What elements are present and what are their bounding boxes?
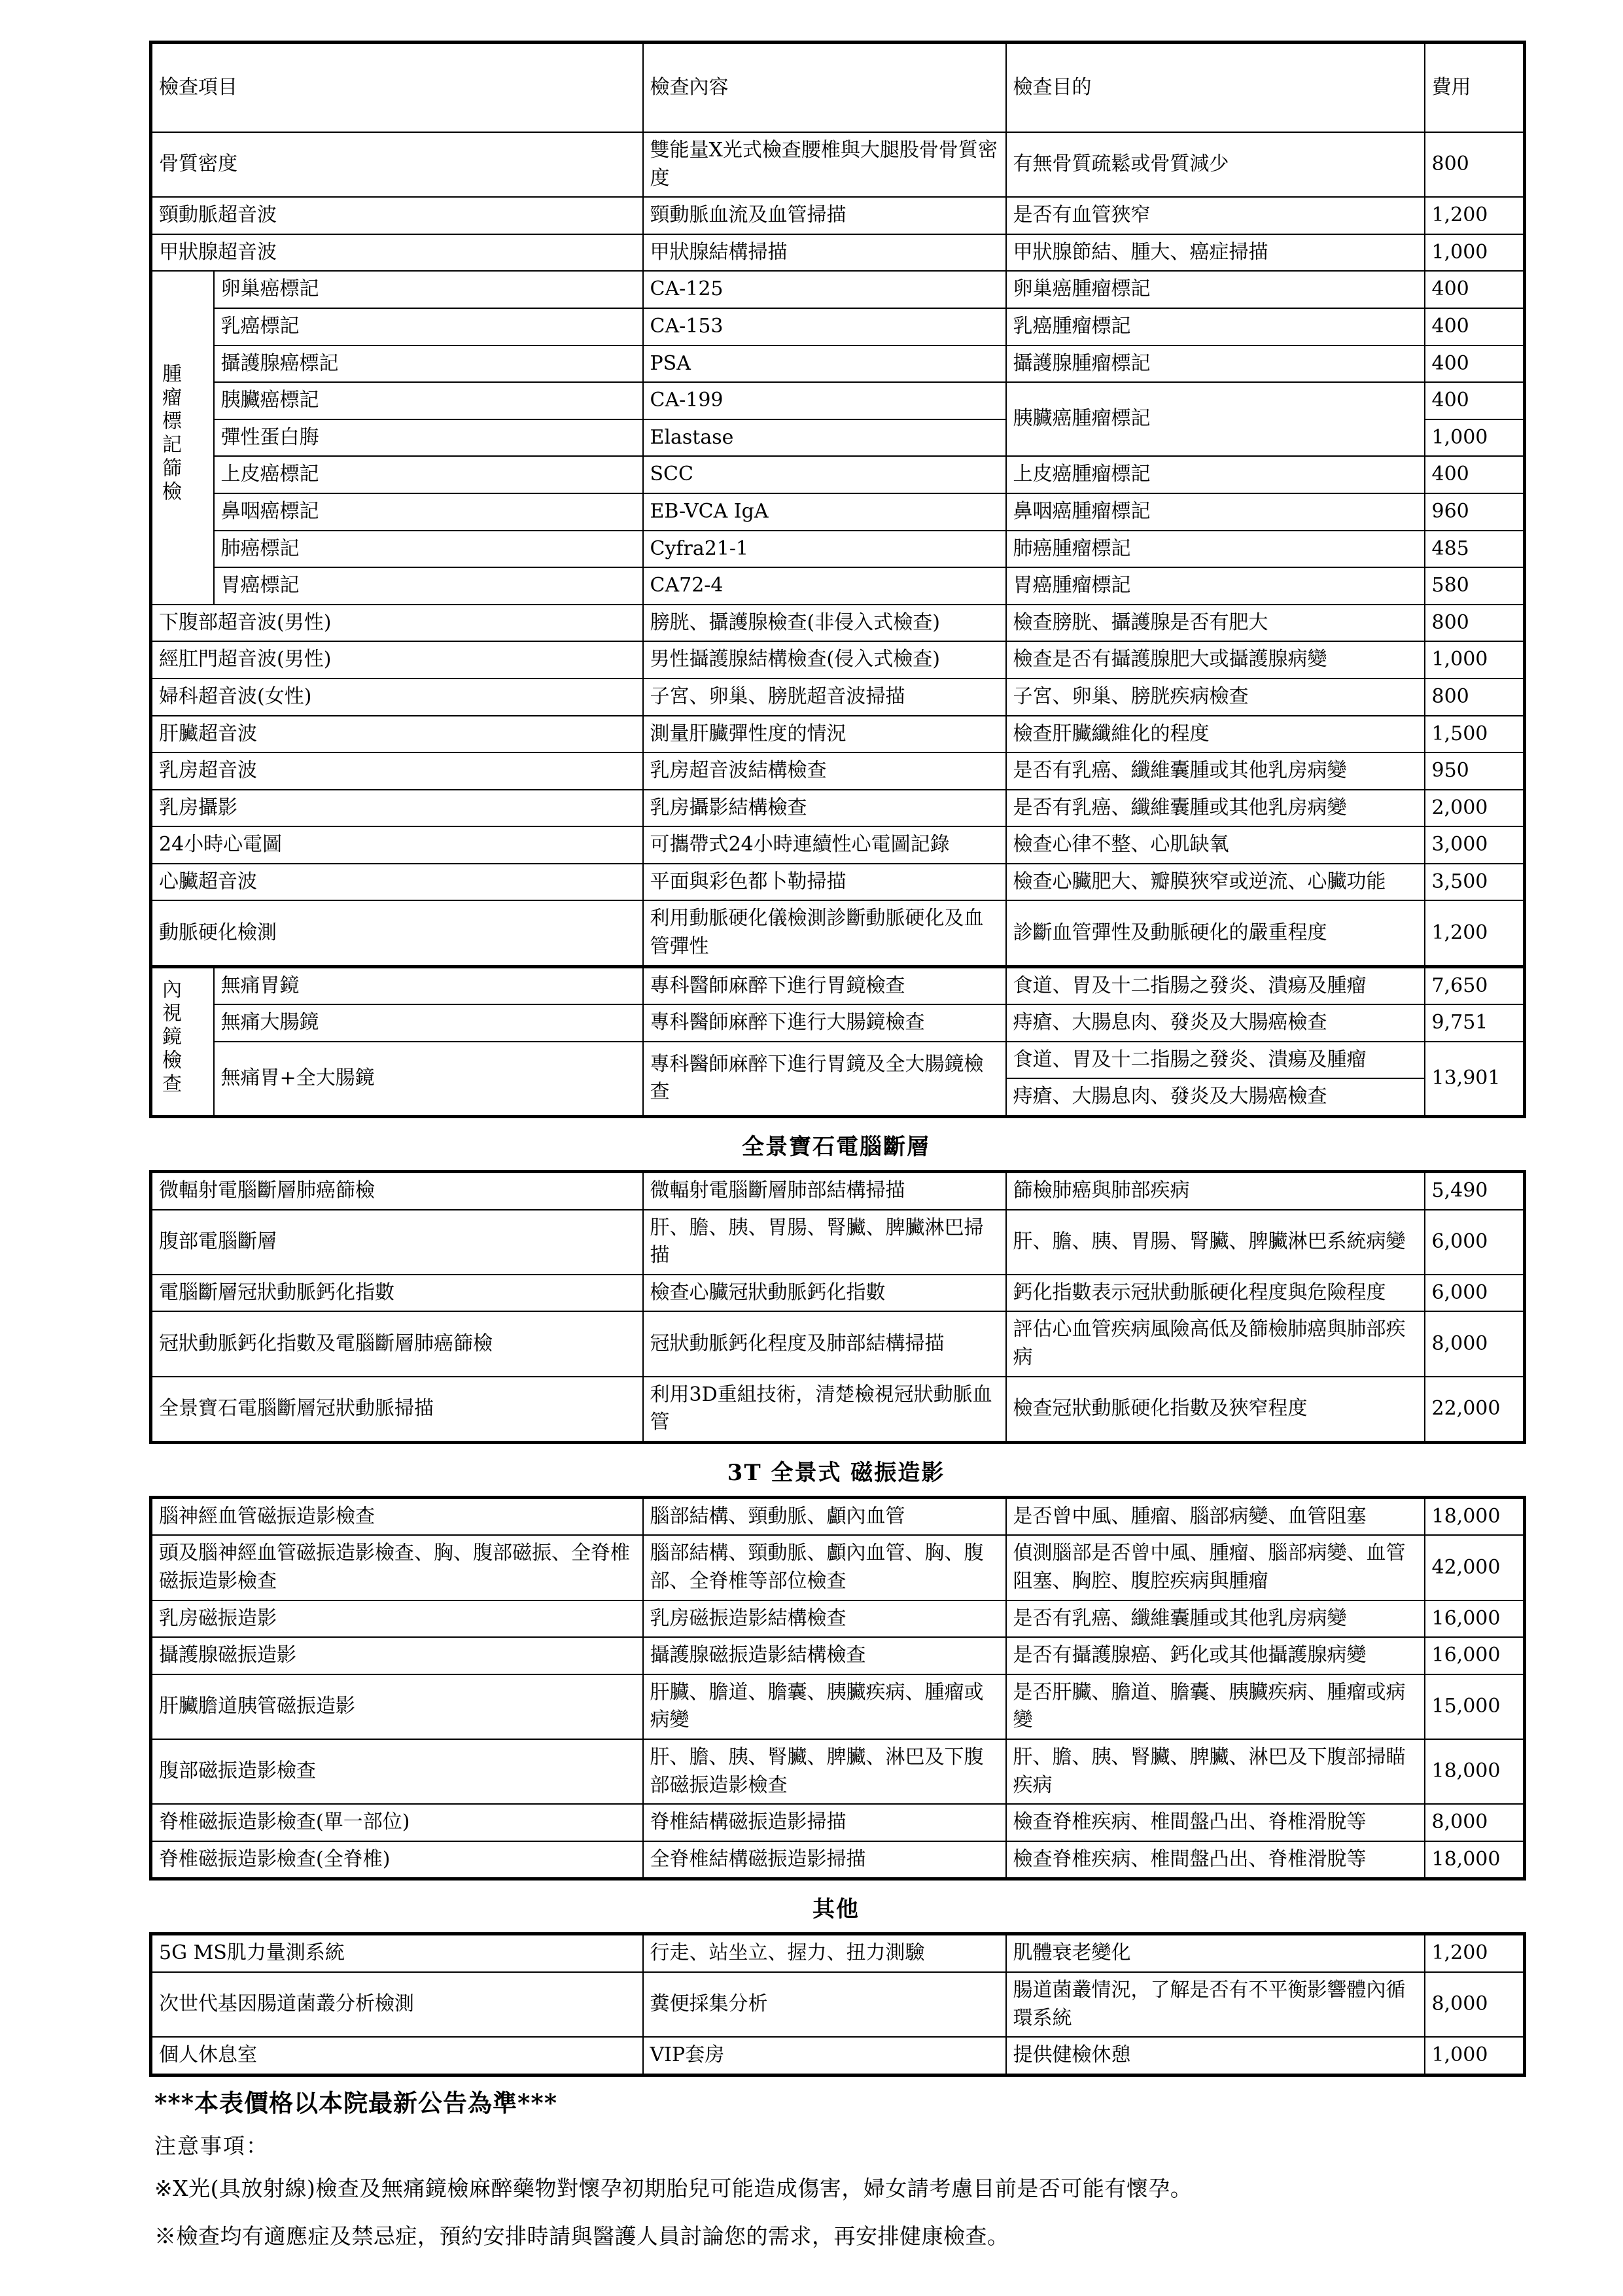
row-fee: 1,200: [1425, 1934, 1525, 1972]
row-content: CA-125: [643, 271, 1006, 308]
row-item: 次世代基因腸道菌叢分析檢測: [151, 1972, 643, 2037]
row-purpose: 是否曾中風、腫瘤、腦部病變、血管阻塞: [1006, 1497, 1425, 1535]
row-item: 頭及腦神經血管磁振造影檢查、胸、腹部磁振、全脊椎磁振造影檢查: [151, 1535, 643, 1600]
row-purpose: 腸道菌叢情況，了解是否有不平衡影響體內循環系統: [1006, 1972, 1425, 2037]
row-item: 脊椎磁振造影檢查(全脊椎): [151, 1841, 643, 1879]
footer-notes: [149, 2083, 1523, 2250]
row-item: 卵巢癌標記: [214, 271, 643, 308]
row-content: 雙能量X光式檢查腰椎與大腿股骨骨質密度: [643, 132, 1006, 197]
row-content: 腦部結構、頸動脈、顱內血管: [643, 1497, 1006, 1535]
group-label-tumor-marker: 腫瘤標記篩檢: [151, 271, 214, 604]
notes-heading: 注意事項：: [154, 2132, 269, 2159]
row-item: 下腹部超音波(男性): [151, 605, 643, 642]
row-content: 利用3D重組技術，清楚檢視冠狀動脈血管: [643, 1377, 1006, 1443]
table-row: [151, 1804, 1525, 1841]
row-fee: 800: [1425, 605, 1525, 642]
row-item: 5G MS肌力量測系統: [151, 1934, 643, 1972]
row-content: 子宮、卵巢、膀胱超音波掃描: [643, 679, 1006, 716]
table-row: [151, 1841, 1525, 1879]
table-row: [151, 864, 1525, 901]
row-purpose: 是否有血管狹窄: [1006, 197, 1425, 234]
table-row: [151, 493, 1525, 531]
row-fee: 1,200: [1425, 197, 1525, 234]
table-row: [151, 826, 1525, 864]
table-row: [151, 1535, 1525, 1600]
row-item: 電腦斷層冠狀動脈鈣化指數: [151, 1275, 643, 1312]
row-content: 平面與彩色都卜勒掃描: [643, 864, 1006, 901]
row-purpose: 檢查脊椎疾病、椎間盤凸出、脊椎滑脫等: [1006, 1804, 1425, 1841]
row-content: 乳房超音波結構檢查: [643, 752, 1006, 790]
row-content: Elastase: [643, 419, 1006, 457]
row-fee: 18,000: [1425, 1497, 1525, 1535]
row-fee: 400: [1425, 308, 1525, 345]
row-purpose: 肝、膽、胰、胃腸、腎臟、脾臟淋巴系統病變: [1006, 1210, 1425, 1275]
row-purpose: 是否有乳癌、纖維囊腫或其他乳房病變: [1006, 1600, 1425, 1638]
table-row: [151, 1377, 1525, 1443]
row-content: EB-VCA IgA: [643, 493, 1006, 531]
row-purpose: 鼻咽癌腫瘤標記: [1006, 493, 1425, 531]
row-fee: 400: [1425, 271, 1525, 308]
row-fee: 2,000: [1425, 790, 1525, 827]
row-item: 無痛胃+全大腸鏡: [214, 1042, 643, 1117]
row-fee: 8,000: [1425, 1804, 1525, 1841]
table-row: [151, 197, 1525, 234]
main-exam-table: [149, 41, 1526, 1118]
table-row: [151, 605, 1525, 642]
row-item: 肝臟膽道胰管磁振造影: [151, 1674, 643, 1739]
row-fee: 3,000: [1425, 826, 1525, 864]
row-purpose: 提供健檢休憩: [1006, 2037, 1425, 2075]
row-content: 冠狀動脈鈣化程度及肺部結構掃描: [643, 1311, 1006, 1376]
row-purpose: 診斷血管彈性及動脈硬化的嚴重程度: [1006, 900, 1425, 966]
row-content: 行走、站坐立、握力、扭力測驗: [643, 1934, 1006, 1972]
other-exam-table: [149, 1932, 1526, 2076]
group-label-endoscopy: 內視鏡檢查: [151, 966, 214, 1116]
note-indications: ※檢查均有適應症及禁忌症，預約安排時請與醫護人員討論您的需求，再安排健康檢查。: [154, 2223, 1009, 2249]
row-content: 乳房攝影結構檢查: [643, 790, 1006, 827]
row-purpose: 肺癌腫瘤標記: [1006, 531, 1425, 568]
table-row: [151, 900, 1525, 966]
row-purpose: 評估心血管疾病風險高低及篩檢肺癌與肺部疾病: [1006, 1311, 1425, 1376]
table-row: [151, 1004, 1525, 1042]
row-item: 個人休息室: [151, 2037, 643, 2075]
row-fee: 3,500: [1425, 864, 1525, 901]
row-purpose: 有無骨質疏鬆或骨質減少: [1006, 132, 1425, 197]
row-item: 攝護腺癌標記: [214, 345, 643, 383]
row-fee: 8,000: [1425, 1972, 1525, 2037]
row-item: 肝臟超音波: [151, 716, 643, 753]
table-row: [151, 679, 1525, 716]
row-purpose: 檢查脊椎疾病、椎間盤凸出、脊椎滑脫等: [1006, 1841, 1425, 1879]
row-fee: 18,000: [1425, 1739, 1525, 1804]
header-item: 檢查項目: [151, 43, 643, 133]
row-fee: 6,000: [1425, 1275, 1525, 1312]
table-row: [151, 966, 1525, 1004]
row-content: 專科醫師麻醉下進行胃鏡及全大腸鏡檢查: [643, 1042, 1006, 1117]
row-item: 心臟超音波: [151, 864, 643, 901]
row-fee: 42,000: [1425, 1535, 1525, 1600]
row-content: 脊椎結構磁振造影掃描: [643, 1804, 1006, 1841]
row-purpose: 檢查膀胱、攝護腺是否有肥大: [1006, 605, 1425, 642]
table-row: [151, 308, 1525, 345]
row-purpose: 痔瘡、大腸息肉、發炎及大腸癌檢查: [1006, 1004, 1425, 1042]
row-content: 男性攝護腺結構檢查(侵入式檢查): [643, 641, 1006, 679]
row-item: 乳房攝影: [151, 790, 643, 827]
row-content: 肝、膽、胰、胃腸、腎臟、脾臟淋巴掃描: [643, 1210, 1006, 1275]
row-content: CA-153: [643, 308, 1006, 345]
row-fee: 400: [1425, 345, 1525, 383]
other-table-body: [151, 1934, 1525, 2075]
row-item: 冠狀動脈鈣化指數及電腦斷層肺癌篩檢: [151, 1311, 643, 1376]
row-item: 胃癌標記: [214, 567, 643, 605]
row-purpose: 肝、膽、胰、腎臟、脾臟、淋巴及下腹部掃瞄疾病: [1006, 1739, 1425, 1804]
ct-exam-table: [149, 1170, 1526, 1444]
row-content: 微輻射電腦斷層肺部結構掃描: [643, 1172, 1006, 1210]
row-fee: 485: [1425, 531, 1525, 568]
row-item: 鼻咽癌標記: [214, 493, 643, 531]
row-purpose: 上皮癌腫瘤標記: [1006, 456, 1425, 493]
row-content: 頸動脈血流及血管掃描: [643, 197, 1006, 234]
table-row: [151, 531, 1525, 568]
row-purpose-line1: 食道、胃及十二指腸之發炎、潰瘍及腫瘤: [1006, 1042, 1425, 1079]
header-fee: 費用: [1425, 43, 1525, 133]
row-item: 腹部電腦斷層: [151, 1210, 643, 1275]
row-fee: 1,000: [1425, 234, 1525, 272]
section-title-other: 其他: [812, 1896, 860, 1923]
row-item: 肺癌標記: [214, 531, 643, 568]
table-row: [151, 456, 1525, 493]
row-content: SCC: [643, 456, 1006, 493]
table-row: [151, 1275, 1525, 1312]
table-row: [151, 382, 1525, 419]
row-fee: 1,000: [1425, 641, 1525, 679]
row-purpose: 食道、胃及十二指腸之發炎、潰瘍及腫瘤: [1006, 966, 1425, 1004]
row-fee: 6,000: [1425, 1210, 1525, 1275]
table-row: [151, 1972, 1525, 2037]
table-row: [151, 345, 1525, 383]
row-fee: 9,751: [1425, 1004, 1525, 1042]
row-content: 攝護腺磁振造影結構檢查: [643, 1637, 1006, 1674]
row-fee: 1,000: [1425, 419, 1525, 457]
table-row: [151, 1497, 1525, 1535]
row-content: CA72-4: [643, 567, 1006, 605]
row-item: 甲狀腺超音波: [151, 234, 643, 272]
row-fee: 1,500: [1425, 716, 1525, 753]
row-fee: 800: [1425, 132, 1525, 197]
table-row: [151, 641, 1525, 679]
row-item: 經肛門超音波(男性): [151, 641, 643, 679]
table-row: [151, 567, 1525, 605]
row-fee: 580: [1425, 567, 1525, 605]
table-row: [151, 752, 1525, 790]
row-purpose: 胃癌腫瘤標記: [1006, 567, 1425, 605]
row-content: 肝、膽、胰、腎臟、脾臟、淋巴及下腹部磁振造影檢查: [643, 1739, 1006, 1804]
row-item: 微輻射電腦斷層肺癌篩檢: [151, 1172, 643, 1210]
row-item: 上皮癌標記: [214, 456, 643, 493]
row-content: 乳房磁振造影結構檢查: [643, 1600, 1006, 1638]
row-purpose: 是否有攝護腺癌、鈣化或其他攝護腺病變: [1006, 1637, 1425, 1674]
row-item: 動脈硬化檢測: [151, 900, 643, 966]
row-content: 測量肝臟彈性度的情況: [643, 716, 1006, 753]
table-row: [151, 716, 1525, 753]
row-fee: 400: [1425, 382, 1525, 419]
row-content: VIP套房: [643, 2037, 1006, 2075]
row-content: 可攜帶式24小時連續性心電圖記錄: [643, 826, 1006, 864]
row-purpose-line2: 痔瘡、大腸息肉、發炎及大腸癌檢查: [1006, 1078, 1425, 1116]
row-content: CA-199: [643, 382, 1006, 419]
table-row: [151, 1600, 1525, 1638]
table-row: [151, 1210, 1525, 1275]
row-purpose: 胰臟癌腫瘤標記: [1006, 382, 1425, 456]
row-purpose: 偵測腦部是否曾中風、腫瘤、腦部病變、血管阻塞、胸腔、腹腔疾病與腫瘤: [1006, 1535, 1425, 1600]
table-row: [151, 1311, 1525, 1376]
row-purpose: 是否肝臟、膽道、膽囊、胰臟疾病、腫瘤或病變: [1006, 1674, 1425, 1739]
row-content: 肝臟、膽道、膽囊、胰臟疾病、腫瘤或病變: [643, 1674, 1006, 1739]
row-fee: 800: [1425, 679, 1525, 716]
row-purpose: 甲狀腺節結、腫大、癌症掃描: [1006, 234, 1425, 272]
row-purpose: 檢查肝臟纖維化的程度: [1006, 716, 1425, 753]
row-fee: 950: [1425, 752, 1525, 790]
row-content: 膀胱、攝護腺檢查(非侵入式檢查): [643, 605, 1006, 642]
table-row: [151, 1739, 1525, 1804]
row-purpose: 子宮、卵巢、膀胱疾病檢查: [1006, 679, 1425, 716]
row-purpose: 肌體衰老變化: [1006, 1934, 1425, 1972]
row-fee: 16,000: [1425, 1637, 1525, 1674]
row-content: Cyfra21-1: [643, 531, 1006, 568]
row-purpose: 是否有乳癌、纖維囊腫或其他乳房病變: [1006, 790, 1425, 827]
table-row: [151, 790, 1525, 827]
row-item: 乳房超音波: [151, 752, 643, 790]
row-item: 頸動脈超音波: [151, 197, 643, 234]
row-purpose: 乳癌腫瘤標記: [1006, 308, 1425, 345]
row-fee: 16,000: [1425, 1600, 1525, 1638]
mri-table-body: [151, 1497, 1525, 1879]
row-purpose: 檢查是否有攝護腺肥大或攝護腺病變: [1006, 641, 1425, 679]
row-item: 腦神經血管磁振造影檢查: [151, 1497, 643, 1535]
table-row: [151, 132, 1525, 197]
row-item: 彈性蛋白脢: [214, 419, 643, 457]
row-content: PSA: [643, 345, 1006, 383]
row-purpose: 攝護腺腫瘤標記: [1006, 345, 1425, 383]
row-purpose: 卵巢癌腫瘤標記: [1006, 271, 1425, 308]
row-content: 專科醫師麻醉下進行胃鏡檢查: [643, 966, 1006, 1004]
note-xray-pregnancy: ※X光(具放射線)檢查及無痛鏡檢麻醉藥物對懷孕初期胎兒可能造成傷害，婦女請考慮目前是否可能有懷孕。: [154, 2175, 1193, 2201]
row-item: 骨質密度: [151, 132, 643, 197]
row-fee: 8,000: [1425, 1311, 1525, 1376]
row-content: 糞便採集分析: [643, 1972, 1006, 2037]
row-item: 攝護腺磁振造影: [151, 1637, 643, 1674]
row-content: 腦部結構、頸動脈、顱內血管、胸、腹部、全脊椎等部位檢查: [643, 1535, 1006, 1600]
row-purpose: 是否有乳癌、纖維囊腫或其他乳房病變: [1006, 752, 1425, 790]
row-fee: 15,000: [1425, 1674, 1525, 1739]
row-purpose: 鈣化指數表示冠狀動脈硬化程度與危險程度: [1006, 1275, 1425, 1312]
row-item: 乳房磁振造影: [151, 1600, 643, 1638]
row-purpose: 檢查冠狀動脈硬化指數及狹窄程度: [1006, 1377, 1425, 1443]
row-fee: 18,000: [1425, 1841, 1525, 1879]
row-fee: 1,000: [1425, 2037, 1525, 2075]
table-row: [151, 1637, 1525, 1674]
row-item: 無痛大腸鏡: [214, 1004, 643, 1042]
row-fee: 22,000: [1425, 1377, 1525, 1443]
row-item: 胰臟癌標記: [214, 382, 643, 419]
row-purpose: 檢查心臟肥大、瓣膜狹窄或逆流、心臟功能: [1006, 864, 1425, 901]
row-fee: 400: [1425, 456, 1525, 493]
row-purpose: 檢查心律不整、心肌缺氧: [1006, 826, 1425, 864]
table-row: [151, 1934, 1525, 1972]
section-title-ct: 全景寶石電腦斷層: [742, 1134, 930, 1161]
row-content: 利用動脈硬化儀檢測診斷動脈硬化及血管彈性: [643, 900, 1006, 966]
row-content: 檢查心臟冠狀動脈鈣化指數: [643, 1275, 1006, 1312]
row-item: 腹部磁振造影檢查: [151, 1739, 643, 1804]
table-header: [151, 43, 1525, 133]
table-row: [151, 234, 1525, 272]
table-row: [151, 1042, 1525, 1079]
row-fee: 5,490: [1425, 1172, 1525, 1210]
row-fee: 1,200: [1425, 900, 1525, 966]
main-table-body: [151, 132, 1525, 1117]
table-row: [151, 2037, 1525, 2075]
row-fee: 960: [1425, 493, 1525, 531]
row-item: 24小時心電圖: [151, 826, 643, 864]
section-title-mri: 3T 全景式 磁振造影: [727, 1459, 945, 1486]
row-content: 甲狀腺結構掃描: [643, 234, 1006, 272]
row-content: 全脊椎結構磁振造影掃描: [643, 1841, 1006, 1879]
row-fee: 7,650: [1425, 966, 1525, 1004]
table-row: [151, 1674, 1525, 1739]
price-disclaimer: ***本表價格以本院最新公告為準***: [154, 2088, 558, 2117]
header-content: 檢查內容: [643, 43, 1006, 133]
row-item: 乳癌標記: [214, 308, 643, 345]
mri-exam-table: [149, 1496, 1526, 1881]
row-fee: 13,901: [1425, 1042, 1525, 1117]
row-content: 專科醫師麻醉下進行大腸鏡檢查: [643, 1004, 1006, 1042]
table-row: [151, 271, 1525, 308]
row-item: 脊椎磁振造影檢查(單一部位): [151, 1804, 643, 1841]
table-row: [151, 1172, 1525, 1210]
header-purpose: 檢查目的: [1006, 43, 1425, 133]
row-item: 婦科超音波(女性): [151, 679, 643, 716]
row-purpose: 篩檢肺癌與肺部疾病: [1006, 1172, 1425, 1210]
row-item: 全景寶石電腦斷層冠狀動脈掃描: [151, 1377, 643, 1443]
ct-table-body: [151, 1172, 1525, 1443]
row-item: 無痛胃鏡: [214, 966, 643, 1004]
